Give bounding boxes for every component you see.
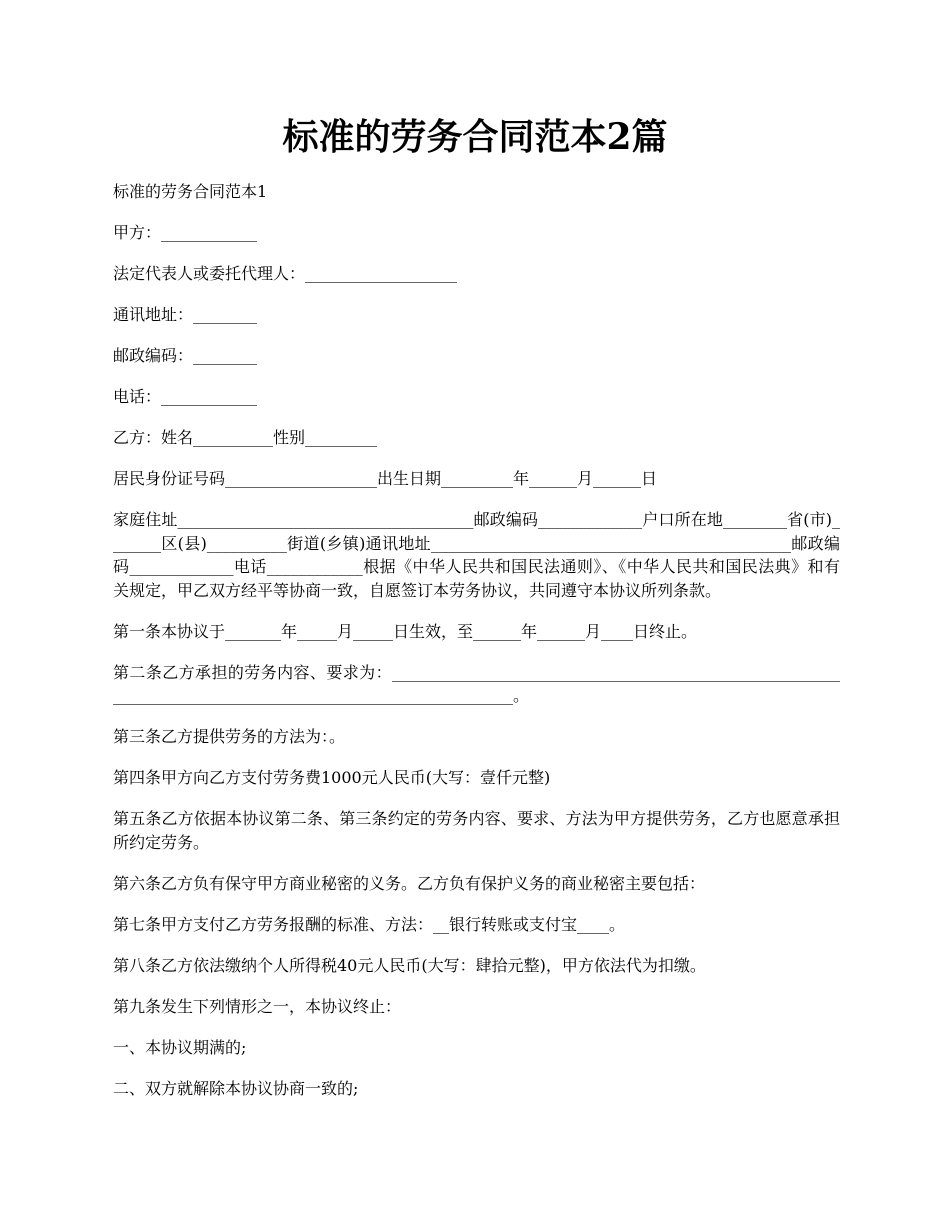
article-1: 第一条本协议于_______年_____月_____日生效，至______年______月____日终止。 (113, 621, 698, 641)
termination-item-1: 一、本协议期满的; (113, 1037, 247, 1057)
article-2: 第二条乙方承担的劳务内容、要求为：__________________________________________________________________________________________________________。 (113, 662, 840, 705)
article-5: 第五条乙方依据本协议第二条、第三条约定的劳务内容、要求、方法为甲方提供劳务，乙方也愿意承担所约定劳务。 (113, 809, 840, 852)
mailing-address-field: 通讯地址：________ (113, 305, 258, 324)
party-b-field: 乙方：姓名__________性别_________ (113, 428, 378, 447)
article-4: 第四条甲方向乙方支付劳务费1000元人民币(大写：壹仟元整) (113, 768, 551, 787)
legal-representative-field: 法定代表人或委托代理人：___________________ (113, 264, 458, 283)
document-body (113, 180, 840, 1118)
article-9: 第九条发生下列情形之一，本协议终止： (113, 996, 402, 1016)
postal-code-field: 邮政编码：________ (113, 346, 258, 365)
article-6: 第六条乙方负有保守甲方商业秘密的义务。乙方负有保护义务的商业秘密主要包括： (113, 873, 706, 893)
termination-item-2: 二、双方就解除本协议协商一致的; (113, 1078, 359, 1098)
article-7: 第七条甲方支付乙方劳务报酬的标准、方法：__银行转账或支付宝____。 (113, 914, 626, 934)
phone-field: 电话：____________ (113, 387, 258, 406)
article-8: 第八条乙方依法缴纳个人所得税40元人民币(大写：肆拾元整)，甲方依法代为扣缴。 (113, 955, 706, 975)
party-a-field: 甲方：____________ (113, 223, 258, 242)
section-heading: 标准的劳务合同范本1 (113, 182, 268, 201)
article-3: 第三条乙方提供劳务的方法为：。 (113, 727, 346, 746)
id-number-field: 居民身份证号码___________________出生日期_________年______月______日 (113, 469, 658, 488)
document-title: 标准的劳务合同范本2篇 (282, 116, 668, 158)
home-address-paragraph: 家庭住址_____________________________________邮政编码_____________户口所在地________省(市)_______区(县)__________街道(乡镇)通讯地址_____________________________________________邮政编码_____________电话____________根据《中华人民共和国民法通则》、《中华人民共和国民法典》和有关规定，甲乙双方经平等协商一致，自愿签订本劳务协议，共同遵守本协议所列条款。 (113, 510, 840, 600)
